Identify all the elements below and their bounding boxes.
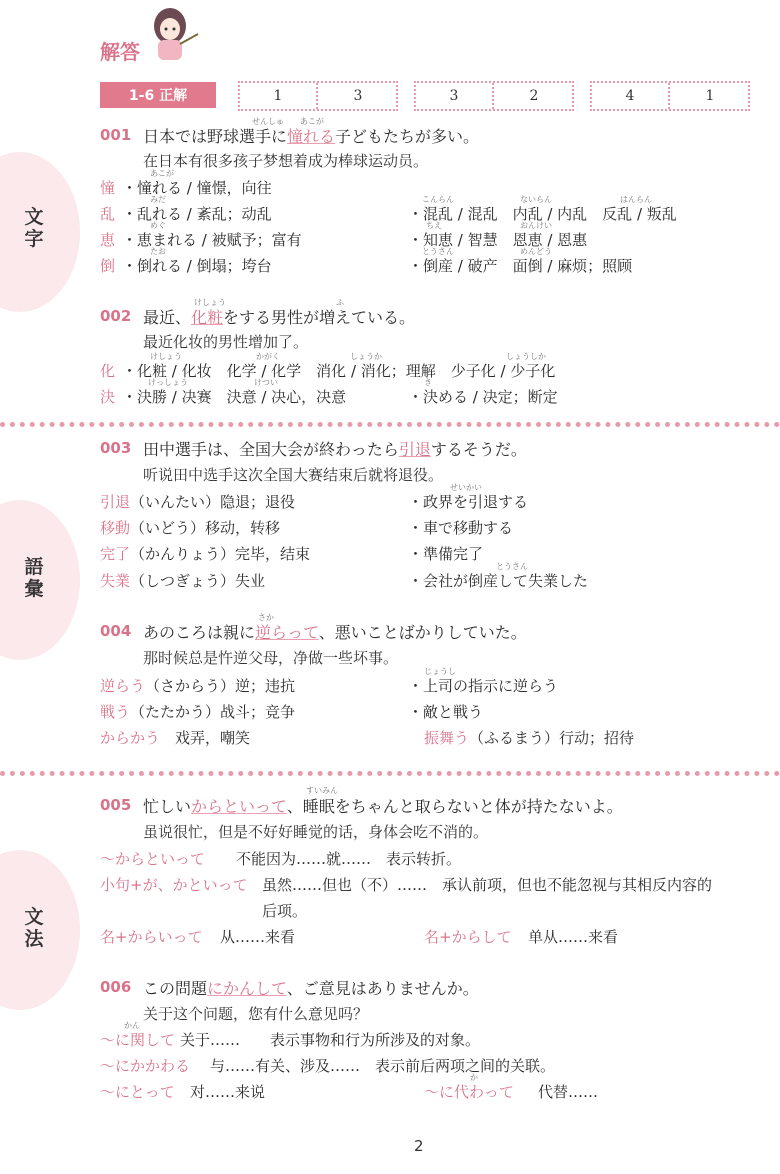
ruby: き [424, 378, 432, 387]
vocab-row [100, 491, 295, 512]
vocab-reading: （ふるまう）行动；招待 [469, 729, 635, 747]
example-text: ・敵と戦う [408, 703, 484, 721]
ruby: たお [150, 247, 166, 256]
grammar-meaning: 代替…… [538, 1083, 599, 1101]
sentence-before: 忙しい [143, 797, 192, 816]
ruby: すいみん [306, 786, 338, 795]
entry-text: ・化粧 / 化妆 化学 / 化学 消化 / 消化；理解 少子化 / 少子化 [122, 362, 556, 380]
translation: 关于这个问题，您有什么意见吗？ [143, 1005, 369, 1023]
ruby: せいかい [450, 483, 482, 492]
grammar-pattern: 名+からして [424, 928, 512, 946]
answer-3: 3 [449, 88, 459, 104]
vocab-row [424, 727, 634, 748]
question-number: 003 [100, 439, 132, 457]
example-text: ・上司の指示に逆らう [408, 677, 559, 695]
page-number: 2 [414, 1137, 424, 1155]
vocab-row [100, 570, 265, 591]
question-sentence [143, 620, 527, 643]
grammar-pattern: 名+からいって [100, 928, 203, 946]
ruby: めぐ [150, 221, 166, 230]
vocab-reading: （かんりょう）完毕，结束 [130, 545, 311, 563]
grammar-meaning: 关于…… 表示事物和行为所涉及的对象。 [180, 1031, 481, 1049]
vocab-word: 引退 [100, 493, 131, 511]
vocab-reading: （いんたい）隐退；退役 [130, 493, 296, 511]
vocab-reading: （しつぎょう）失业 [130, 572, 266, 590]
kanji-head: 乱 [100, 205, 116, 223]
grammar-pattern: ～に代わって [424, 1083, 514, 1101]
entry-text: ・倒れる / 倒塌；垮台 [122, 257, 272, 275]
answer-box-2 [414, 81, 574, 111]
side-label-moji: 文字 [24, 206, 44, 250]
question-number: 001 [100, 126, 132, 144]
answer-2: 3 [353, 88, 363, 104]
kanji-head: 恵 [100, 231, 116, 249]
ruby: ふ [336, 298, 344, 307]
sentence-after: 子どもたちが多い。 [335, 127, 480, 146]
grammar-pattern: ～にとって [100, 1083, 175, 1101]
answer-4: 2 [529, 88, 539, 104]
entry-text: ・決める / 决定；断定 [408, 388, 558, 406]
grammar-pattern: ～にかかわる [100, 1057, 191, 1075]
ruby: さか [258, 613, 274, 622]
question-sentence [143, 794, 623, 817]
ruby: けしょう [194, 298, 226, 307]
grammar-meaning: 与……有关、涉及…… 表示前后两项之间的关联。 [210, 1057, 556, 1075]
grammar-pattern: ～からといって [100, 850, 206, 868]
entry-text: ・倒産 / 破产 面倒 / 麻烦；照顾 [408, 257, 633, 275]
vocab-reading: （いどう）移动，转移 [130, 519, 281, 537]
ruby: じょうし [424, 667, 456, 676]
sentence-before: 田中選手は、全国大会が終わったら [143, 440, 399, 459]
ruby: あこが [150, 169, 174, 178]
entry-text: ・混乱 / 混乱 内乱 / 内乱 反乱 / 叛乱 [408, 205, 677, 223]
entry-text: ・知恵 / 智慧 恩恵 / 恩惠 [408, 231, 588, 249]
translation: 听说田中选手这次全国大赛结束后就将退役。 [143, 466, 444, 484]
answer-5: 4 [625, 88, 635, 104]
translation: 最近化妆的男性增加了。 [143, 333, 309, 351]
vocab-word: 移動 [100, 519, 131, 537]
vocab-row [100, 727, 250, 748]
grammar-meaning: 虽然……但也（不）…… 承认前项，但也不能忽视与其相反内容的 [262, 876, 713, 894]
example-text: ・準備完了 [408, 545, 484, 563]
ruby: か [470, 1073, 478, 1082]
sentence-after: をする男性が増えている。 [223, 308, 416, 327]
section-divider [0, 771, 780, 776]
question-number: 002 [100, 307, 132, 325]
ruby: おんけい [520, 221, 552, 230]
vocab-row [100, 701, 295, 722]
ruby: めんどう [520, 247, 552, 256]
question-sentence [143, 437, 527, 460]
answer-1: 1 [273, 88, 283, 104]
sentence-before: この問題 [143, 979, 208, 998]
ruby: ちえ [426, 221, 442, 230]
ruby: こんらん [422, 195, 454, 204]
translation: 虽说很忙，但是不好好睡觉的话，身体会吃不消的。 [143, 823, 489, 841]
sentence-key: 化粧 [191, 308, 224, 327]
sentence-after: するそうだ。 [430, 440, 527, 459]
vocab-reading: （たたかう）战斗；竞争 [130, 703, 296, 721]
question-sentence [143, 976, 479, 999]
side-label-bunpo: 文法 [24, 906, 44, 950]
entry-text: ・恵まれる / 被赋予；富有 [122, 231, 302, 249]
answer-6: 1 [705, 88, 715, 104]
ruby: しょうか [350, 352, 382, 361]
ruby: けしょう [150, 352, 182, 361]
ruby: はんらん [620, 195, 652, 204]
question-number: 004 [100, 622, 132, 640]
vocab-word: 振舞う [424, 729, 470, 747]
ruby: けっしょう [148, 378, 188, 387]
ruby: ないらん [520, 195, 552, 204]
vocab-word: 逆らう [100, 677, 146, 695]
section-divider [0, 422, 780, 427]
sentence-key: 憧れる [287, 127, 336, 146]
question-sentence [143, 124, 479, 147]
entry-text: ・決勝 / 决赛 決意 / 决心，决意 [122, 388, 347, 406]
vocab-word: 完了 [100, 545, 131, 563]
vocab-word: 失業 [100, 572, 131, 590]
kanji-head: 倒 [100, 257, 116, 275]
vocab-reading: 戏弄，嘲笑 [160, 729, 251, 747]
vocab-word: からかう [100, 729, 161, 747]
kanji-head: 化 [100, 362, 116, 380]
sentence-key: 逆らって [255, 623, 319, 642]
vocab-row [100, 543, 310, 564]
entry-text: ・憧れる / 憧憬，向往 [122, 179, 272, 197]
grammar-meaning-cont: 后项。 [262, 902, 308, 920]
ruby: けつい [254, 378, 278, 387]
ruby: みだ [150, 195, 166, 204]
sentence-before: 最近、 [143, 308, 192, 327]
question-number: 005 [100, 796, 132, 814]
grammar-meaning: 对……来说 [190, 1083, 266, 1101]
answer-box-1 [238, 81, 398, 111]
example-text: ・車で移動する [408, 519, 514, 537]
sentence-before: あのころは親に [143, 623, 256, 642]
answer-band-label: 1-6 正解 [100, 82, 216, 108]
ruby: あこが [300, 117, 324, 126]
ruby: かがく [256, 352, 280, 361]
grammar-pattern: ～に関して [100, 1031, 176, 1049]
ruby: かん [124, 1021, 140, 1030]
question-sentence [143, 305, 415, 328]
sentence-key: にかんして [207, 979, 287, 998]
example-text: ・会社が倒産して失業した [408, 572, 589, 590]
vocab-row [100, 675, 295, 696]
translation: 在日本有很多孩子梦想着成为棒球运动员。 [143, 152, 429, 170]
kanji-head: 憧 [100, 179, 116, 197]
ruby: せんしゅ [252, 117, 284, 126]
sentence-before: 日本では野球選手に [143, 127, 288, 146]
vocab-reading: （さからう）逆；违抗 [145, 677, 296, 695]
sentence-after: 、睡眠をちゃんと取らないと体が持たないよ。 [286, 797, 623, 816]
ruby: とうさん [496, 562, 528, 571]
vocab-word: 戦う [100, 703, 131, 721]
grammar-pattern: 小句+が、かといって [100, 876, 248, 894]
sentence-key: 引退 [398, 440, 431, 459]
entry-text: ・乱れる / 紊乱；动乱 [122, 205, 272, 223]
example-text: ・政界を引退する [408, 493, 529, 511]
ruby: とうさん [422, 247, 454, 256]
sentence-after: 、悪いことばかりしていた。 [318, 623, 527, 642]
vocab-row [100, 517, 280, 538]
grammar-meaning: 单从……来看 [528, 928, 619, 946]
kanji-head: 決 [100, 388, 116, 406]
grammar-meaning: 不能因为……就…… 表示转折。 [236, 850, 462, 868]
sentence-key: からといって [191, 797, 287, 816]
side-label-goi: 語彙 [24, 556, 44, 600]
teacher-illustration [142, 4, 202, 64]
ruby: しょうしか [506, 352, 546, 361]
page-title: 解答 [100, 40, 140, 64]
question-number: 006 [100, 978, 132, 996]
grammar-meaning: 从……来看 [220, 928, 296, 946]
sentence-after: 、ご意見はありませんか。 [286, 979, 479, 998]
translation: 那时候总是忤逆父母，净做一些坏事。 [143, 649, 399, 667]
answer-box-3 [590, 81, 750, 111]
